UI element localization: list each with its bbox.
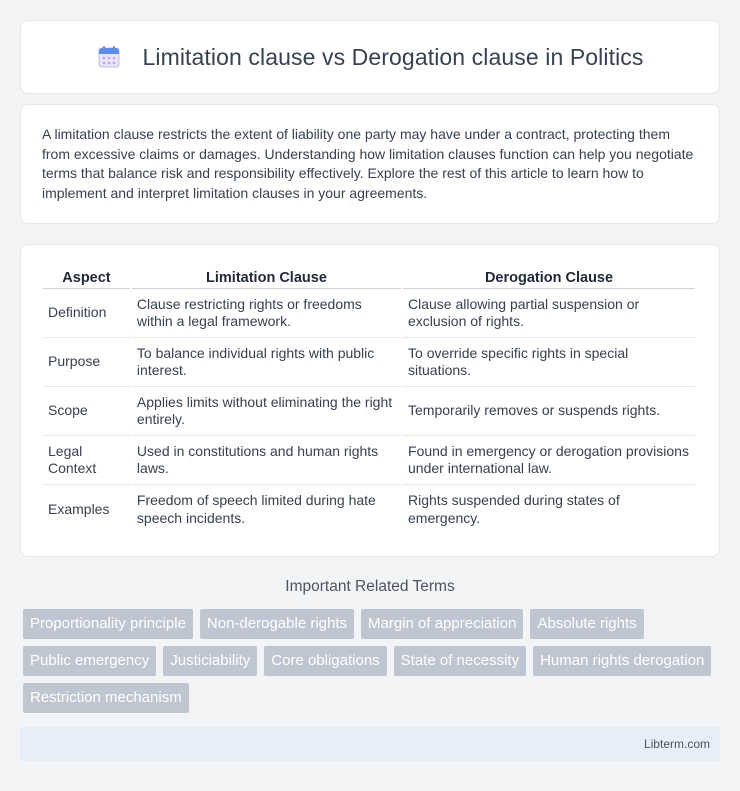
related-terms-title: Important Related Terms bbox=[285, 578, 455, 595]
related-term-tag[interactable]: Justiciability bbox=[163, 646, 257, 676]
row-derogation: To override specific rights in special situations. bbox=[403, 338, 695, 387]
table-header-row bbox=[43, 265, 695, 289]
page-title: Limitation clause vs Derogation clause in Politics bbox=[142, 43, 644, 70]
related-term-tag[interactable]: Public emergency bbox=[23, 646, 156, 676]
header-derogation-clause: Derogation Clause bbox=[403, 265, 695, 289]
related-term-tag[interactable]: Margin of appreciation bbox=[361, 609, 523, 639]
table-row bbox=[43, 338, 695, 387]
row-limitation: To balance individual rights with public interest. bbox=[132, 338, 401, 387]
row-derogation: Clause allowing partial suspension or exclusion of rights. bbox=[403, 289, 695, 338]
related-term-tag[interactable]: Non-derogable rights bbox=[200, 609, 354, 639]
row-aspect: Scope bbox=[43, 387, 130, 436]
table-row bbox=[43, 485, 695, 534]
calendar-icon bbox=[96, 44, 122, 70]
header-limitation-clause: Limitation Clause bbox=[132, 265, 401, 289]
intro-text: A limitation clause restricts the extent of liability one party may have under a contract, protecting them from excessive claims or damages. Understanding how limitation clauses function can help you negotiate terms that balance risk and responsibility effectively. Explore the rest of this article to learn how to implement and interpret limitation clauses in your agreements. bbox=[42, 126, 694, 201]
intro-card bbox=[20, 104, 720, 224]
row-limitation: Used in constitutions and human rights laws. bbox=[132, 436, 401, 485]
table-row bbox=[43, 436, 695, 485]
row-aspect: Definition bbox=[43, 289, 130, 338]
related-term-tag[interactable]: Absolute rights bbox=[530, 609, 643, 639]
row-limitation: Freedom of speech limited during hate speech incidents. bbox=[136, 492, 376, 526]
row-limitation: Applies limits without eliminating the right entirely. bbox=[132, 387, 401, 436]
related-term-tag[interactable]: Human rights derogation bbox=[533, 646, 711, 676]
related-terms-list bbox=[23, 609, 723, 713]
row-derogation: Rights suspended during states of emergency. bbox=[408, 492, 620, 526]
header-aspect: Aspect bbox=[43, 265, 130, 289]
related-term-tag[interactable]: Core obligations bbox=[264, 646, 386, 676]
table-row bbox=[43, 289, 695, 338]
related-term-tag[interactable]: State of necessity bbox=[394, 646, 526, 676]
row-aspect: Purpose bbox=[43, 338, 130, 387]
related-term-tag[interactable]: Restriction mechanism bbox=[23, 683, 189, 713]
row-derogation: Temporarily removes or suspends rights. bbox=[403, 387, 695, 436]
header-card bbox=[20, 20, 720, 94]
row-limitation: Clause restricting rights or freedoms within a legal framework. bbox=[132, 289, 401, 338]
row-derogation: Found in emergency or derogation provisions under international law. bbox=[403, 436, 695, 485]
footer-brand-link[interactable]: Libterm.com bbox=[643, 737, 710, 751]
comparison-table bbox=[41, 265, 697, 534]
related-term-tag[interactable]: Proportionality principle bbox=[23, 609, 193, 639]
row-aspect: Legal Context bbox=[43, 436, 130, 485]
comparison-table-card bbox=[20, 244, 720, 557]
row-aspect: Examples bbox=[48, 500, 110, 517]
table-row bbox=[43, 387, 695, 436]
footer bbox=[20, 727, 720, 761]
